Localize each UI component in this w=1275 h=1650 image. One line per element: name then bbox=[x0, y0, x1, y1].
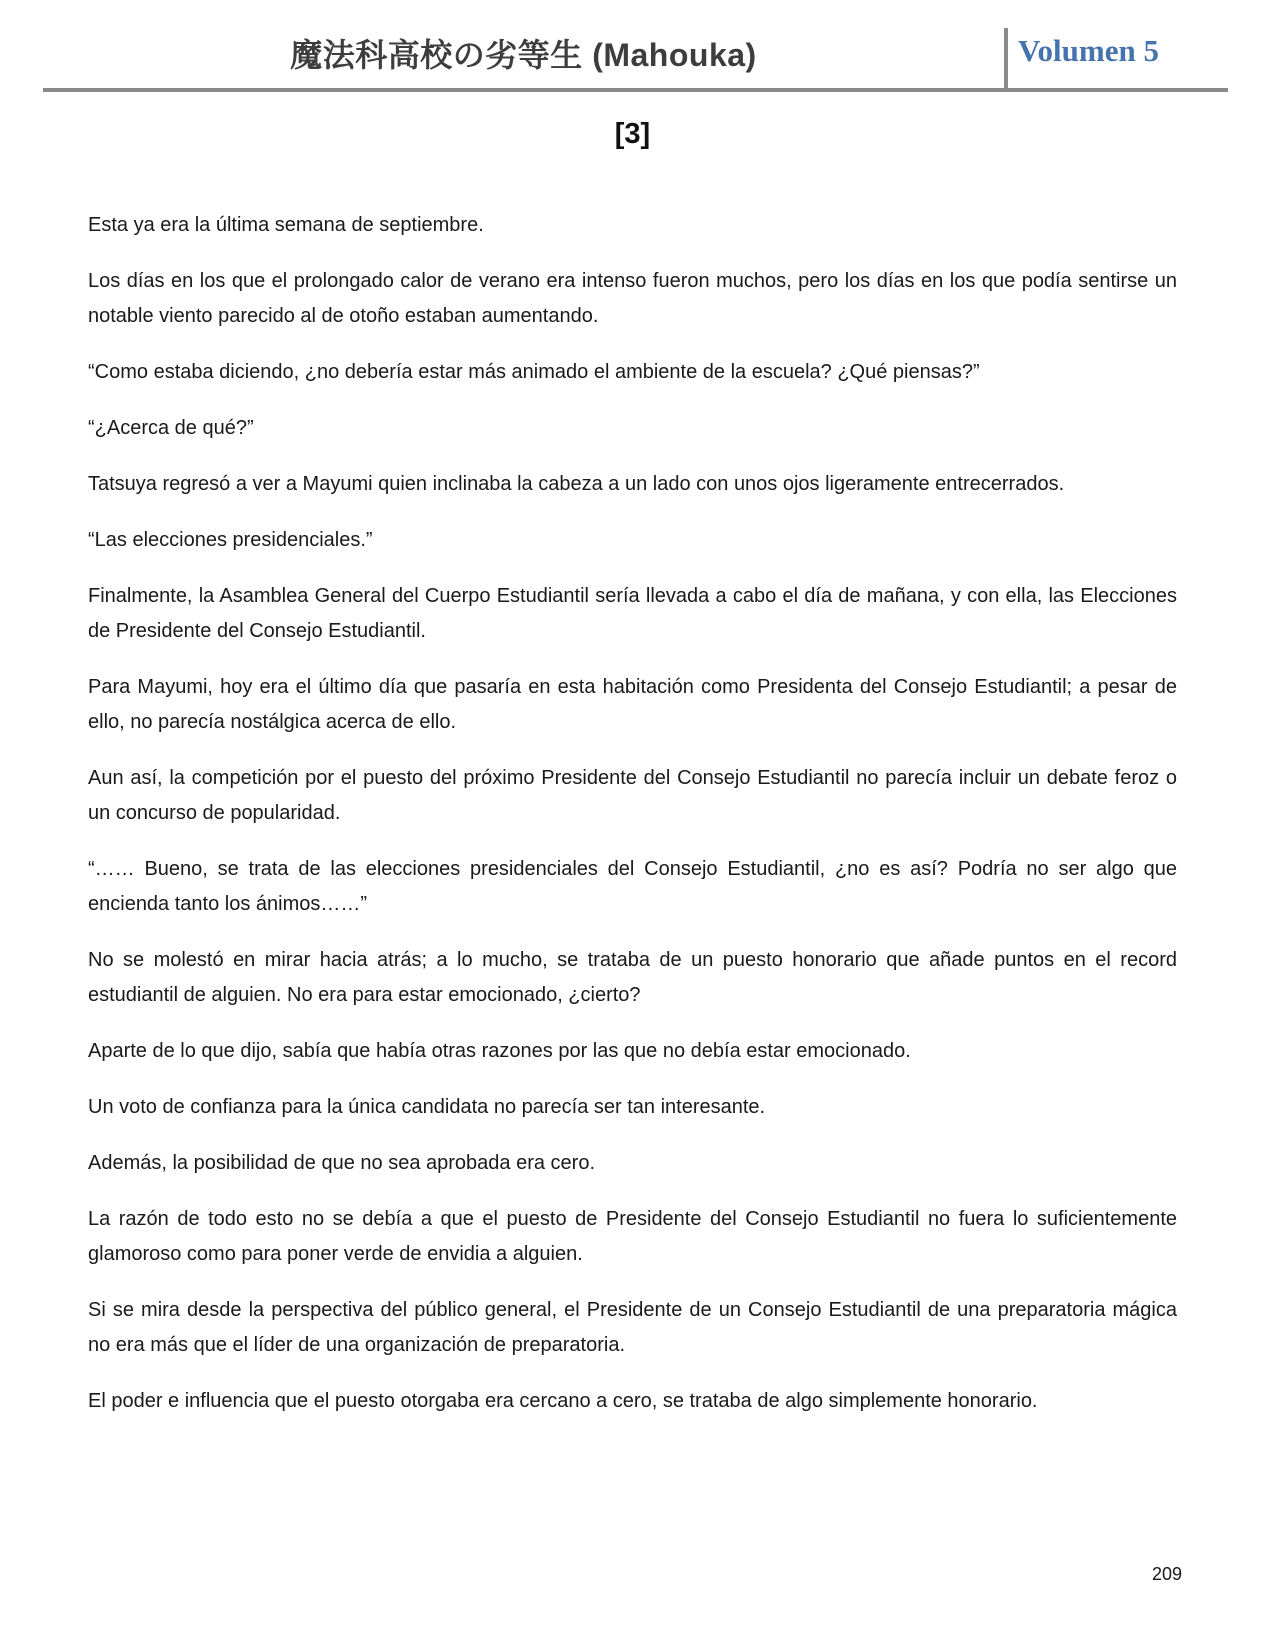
paragraph: Aparte de lo que dijo, sabía que había otras razones por las que no debía estar emocionado. bbox=[88, 1040, 911, 1062]
paragraph: Un voto de confianza para la única candidata no parecía ser tan interesante. bbox=[88, 1096, 766, 1118]
paragraph: Los días en los que el prolongado calor de verano era intenso fueron muchos, pero los días en los que podía sentirse un notable viento parecido al de otoño estaban aumentando. bbox=[88, 270, 1177, 327]
header-horizontal-rule bbox=[43, 88, 1228, 92]
paragraph: “Las elecciones presidenciales.” bbox=[88, 529, 373, 551]
paragraph: No se molestó en mirar hacia atrás; a lo mucho, se trataba de un puesto honorario que añade puntos en el record estudiantil de alguien. No era para estar emocionado, ¿cierto? bbox=[88, 949, 1177, 1006]
paragraph: La razón de todo esto no se debía a que el puesto de Presidente del Consejo Estudiantil no fuera lo suficientemente glamoroso como para poner verde de envidia a alguien. bbox=[88, 1208, 1177, 1265]
volume-label: Volumen 5 bbox=[1018, 33, 1159, 68]
page-number: 209 bbox=[1151, 1564, 1182, 1584]
paragraph: “Como estaba diciendo, ¿no debería estar más animado el ambiente de la escuela? ¿Qué piensas?” bbox=[88, 361, 980, 383]
paragraph: Tatsuya regresó a ver a Mayumi quien inclinaba la cabeza a un lado con unos ojos ligeramente entrecerrados. bbox=[88, 473, 1065, 495]
paragraph: “…… Bueno, se trata de las elecciones presidenciales del Consejo Estudiantil, ¿no es así? Podría no ser algo que encienda tanto los ánimos……” bbox=[88, 858, 1177, 915]
paragraph: El poder e influencia que el puesto otorgaba era cercano a cero, se trataba de algo simplemente honorario. bbox=[88, 1390, 1038, 1412]
paragraph: Aun así, la competición por el puesto del próximo Presidente del Consejo Estudiantil no parecía incluir un debate feroz o un concurso de popularidad. bbox=[88, 767, 1177, 824]
chapter-heading: [3] bbox=[614, 118, 651, 150]
paragraph: “¿Acerca de qué?” bbox=[88, 417, 254, 439]
paragraph: Además, la posibilidad de que no sea aprobada era cero. bbox=[88, 1152, 596, 1174]
paragraph: Finalmente, la Asamblea General del Cuerpo Estudiantil sería llevada a cabo el día de mañana, y con ella, las Elecciones de Presidente del Consejo Estudiantil. bbox=[88, 585, 1177, 642]
paragraph: Esta ya era la última semana de septiembre. bbox=[88, 214, 484, 236]
book-title: 魔法科高校の劣等生 (Mahouka) bbox=[290, 37, 757, 73]
paragraph: Si se mira desde la perspectiva del público general, el Presidente de un Consejo Estudiantil de una preparatoria mágica no era más que el líder de una organización de preparatoria. bbox=[88, 1299, 1177, 1356]
paragraph: Para Mayumi, hoy era el último día que pasaría en esta habitación como Presidenta del Consejo Estudiantil; a pesar de ello, no parecía nostálgica acerca de ello. bbox=[88, 676, 1177, 733]
header-vertical-divider bbox=[1004, 28, 1008, 90]
body-text bbox=[88, 208, 1177, 1419]
